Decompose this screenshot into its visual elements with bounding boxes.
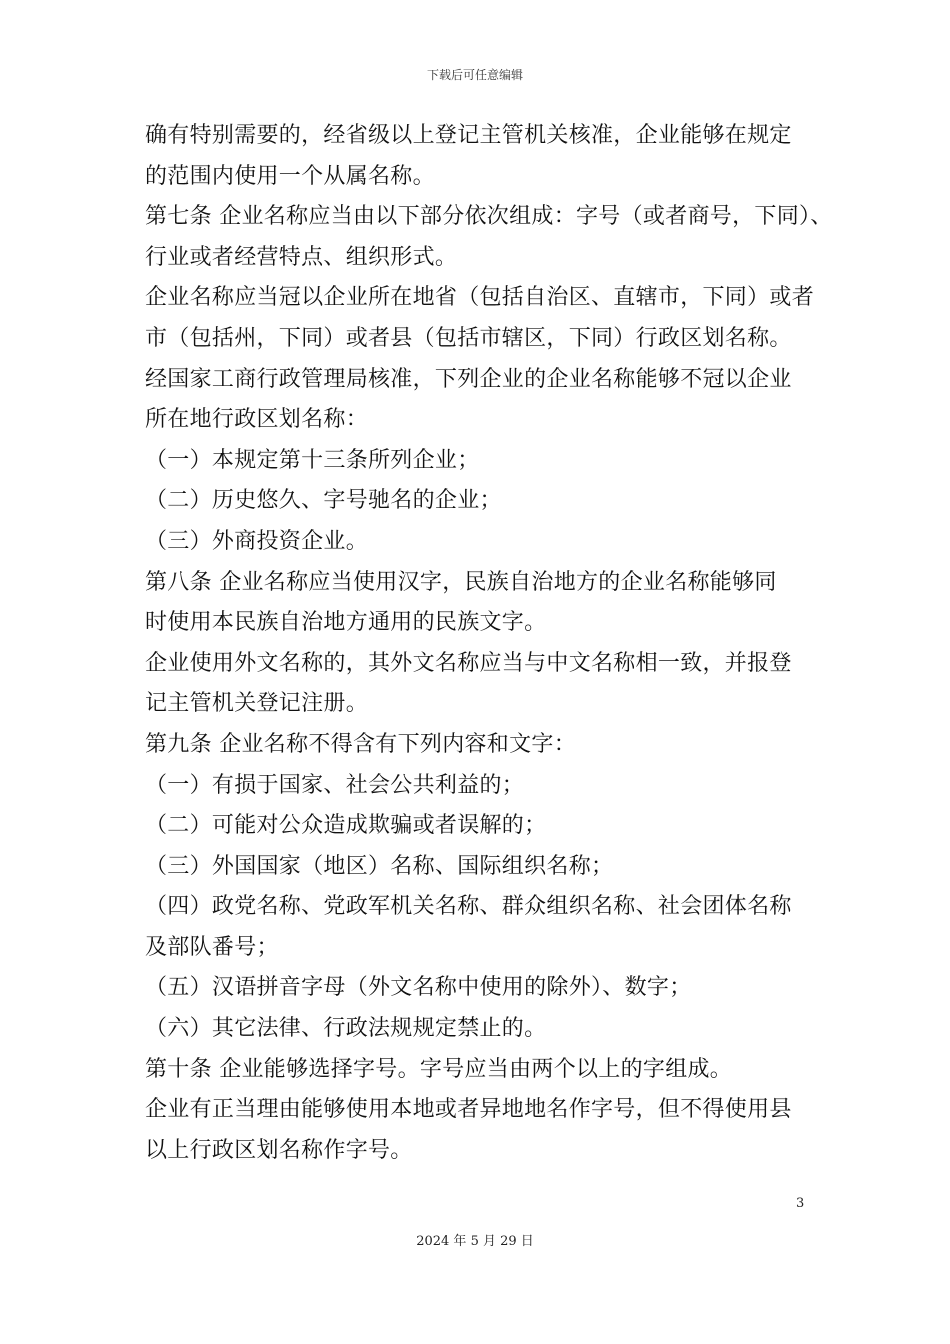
body-line: 确有特别需要的，经省级以上登记主管机关核准，企业能够在规定 [145,123,792,148]
list-item: （五）汉语拼音字母（外文名称中使用的除外）、数字； [145,975,692,1001]
list-item: （三）外商投资企业。 [145,528,369,554]
page-number: 3 [796,1196,805,1211]
list-item: （二）历史悠久、字号驰名的企业； [145,488,502,514]
body-line: 记主管机关登记注册。 [145,691,369,717]
body-line: 及部队番号； [145,934,279,960]
body-line: 企业名称应当冠以企业所在地省（包括自治区、直辖市，下同）或者 [145,285,815,311]
body-line: 所在地行政区划名称： [145,407,369,433]
page-header: 下载后可任意编辑 [426,68,523,82]
body-line: 时使用本民族自治地方通用的民族文字。 [145,610,547,636]
list-item: （一）本规定第十三条所列企业； [145,447,480,473]
body-line: 市（包括州，下同）或者县（包括市辖区，下同）行政区划名称。 [145,325,792,351]
article-10-heading: 第十条 企业能够选择字号。字号应当由两个以上的字组成。 [145,1056,733,1082]
footer-date: 2024 年 5 月 29 日 [416,1234,534,1249]
body-line: 经国家工商行政管理局核准，下列企业的企业名称能够不冠以企业 [145,366,792,392]
article-8-heading: 第八条 企业名称应当使用汉字，民族自治地方的企业名称能够同 [145,569,777,595]
list-item: （三）外国国家（地区）名称、国际组织名称； [145,853,614,879]
list-item: （六）其它法律、行政法规规定禁止的。 [145,1016,547,1042]
article-9-heading: 第九条 企业名称不得含有下列内容和文字： [145,731,576,757]
body-line: 的范围内使用一个从属名称。 [145,163,435,189]
body-line: 企业使用外文名称的，其外文名称应当与中文名称相一致，并报登 [145,650,792,676]
list-item: （四）政党名称、党政军机关名称、群众组织名称、社会团体名称 [145,894,792,920]
body-line: 以上行政区划名称作字号。 [145,1137,413,1163]
body-line: 行业或者经营特点、组织形式。 [145,244,458,270]
body-line: 企业有正当理由能够使用本地或者异地地名作字号，但不得使用县 [145,1097,792,1123]
list-item: （一）有损于国家、社会公共利益的； [145,772,525,798]
article-7-heading: 第七条 企业名称应当由以下部分依次组成：字号（或者商号，下同）、 [145,204,833,230]
document-body [145,116,833,1171]
list-item: （二）可能对公众造成欺骗或者误解的； [145,813,547,839]
